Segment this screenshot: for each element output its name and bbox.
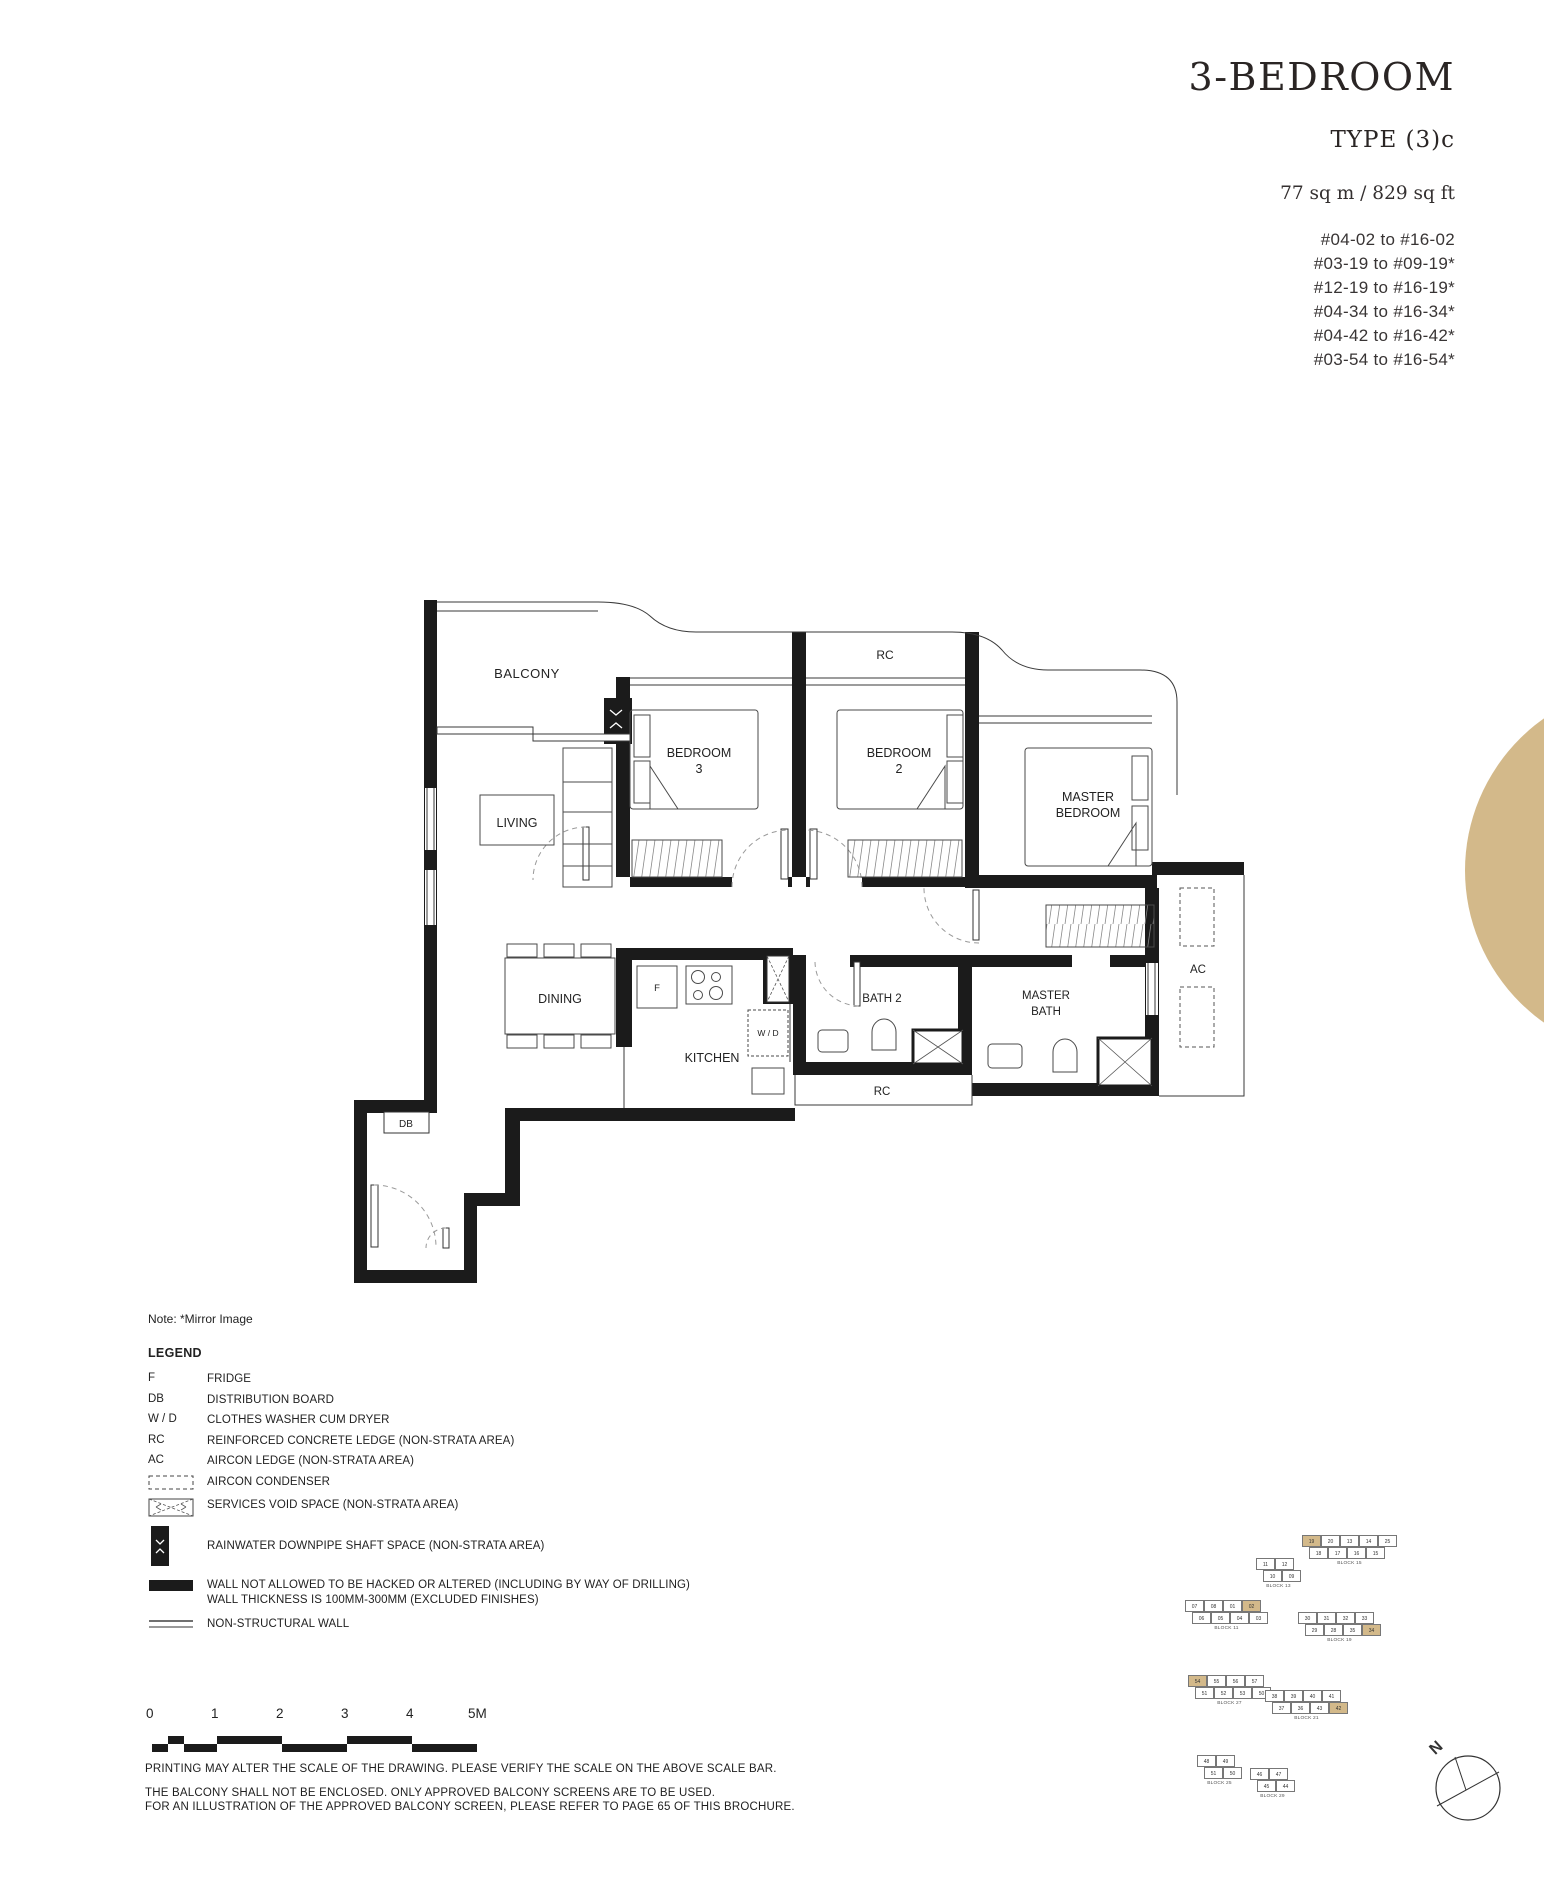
- siteplan-unit: 30: [1298, 1612, 1317, 1624]
- siteplan-unit: 33: [1355, 1612, 1374, 1624]
- siteplan-unit: 56: [1226, 1675, 1245, 1687]
- siteplan-block-label: BLOCK 27: [1217, 1701, 1242, 1706]
- page-title: 3-BEDROOM: [1188, 55, 1455, 99]
- siteplan-unit: 48: [1197, 1755, 1216, 1767]
- legend-symbol: F: [148, 1372, 156, 1384]
- siteplan-block-label: BLOCK 11: [1214, 1626, 1239, 1631]
- siteplan-unit: 34: [1362, 1624, 1381, 1636]
- siteplan-block: [1188, 1675, 1271, 1706]
- compass-diameter: [1437, 1772, 1499, 1806]
- siteplan-unit: 51: [1195, 1687, 1214, 1699]
- compass-circle: [1436, 1756, 1500, 1820]
- legend-label: REINFORCED CONCRETE LEDGE (NON-STRATA AREA): [207, 1434, 515, 1447]
- siteplan-unit: 45: [1257, 1780, 1276, 1792]
- room-label-master-bath-2: BATH: [1031, 1006, 1061, 1018]
- siteplan-block-label: BLOCK 25: [1207, 1781, 1232, 1786]
- siteplan-unit: 20: [1321, 1535, 1340, 1547]
- siteplan-block-label: BLOCK 13: [1266, 1584, 1291, 1589]
- siteplan-block-label: BLOCK 15: [1337, 1561, 1362, 1566]
- siteplan-unit: 36: [1291, 1702, 1310, 1714]
- siteplan-unit: 55: [1207, 1675, 1226, 1687]
- siteplan-unit: 32: [1336, 1612, 1355, 1624]
- unit-range: #12-19 to #16-19*: [1313, 278, 1455, 297]
- siteplan-unit: 37: [1272, 1702, 1291, 1714]
- siteplan-unit: 09: [1282, 1570, 1301, 1582]
- siteplan-unit: 08: [1204, 1600, 1223, 1612]
- footnote-balcony-1: THE BALCONY SHALL NOT BE ENCLOSED. ONLY APPROVED BALCONY SCREENS ARE TO BE USED.: [145, 1787, 716, 1799]
- siteplan-unit: 12: [1275, 1558, 1294, 1570]
- siteplan-unit: 42: [1329, 1702, 1348, 1714]
- scale-tick: 3: [341, 1706, 349, 1721]
- siteplan-unit: 03: [1249, 1612, 1268, 1624]
- siteplan-unit: 13: [1340, 1535, 1359, 1547]
- siteplan-block-label: BLOCK 29: [1260, 1794, 1285, 1799]
- siteplan-unit: 39: [1284, 1690, 1303, 1702]
- siteplan-unit: 10: [1263, 1570, 1282, 1582]
- legend-label: AIRCON LEDGE (NON-STRATA AREA): [207, 1455, 415, 1467]
- label-rc-bottom: RC: [873, 1086, 891, 1098]
- scale-tick: 1: [211, 1706, 219, 1721]
- north-label: N: [1426, 1738, 1447, 1759]
- north-compass: [1415, 1718, 1535, 1828]
- siteplan-unit: 18: [1309, 1547, 1328, 1559]
- scale-tick: 0: [146, 1706, 154, 1721]
- siteplan-unit: 29: [1305, 1624, 1324, 1636]
- mirror-image-note: Note: *Mirror Image: [148, 1312, 253, 1326]
- unit-range: #03-54 to #16-54*: [1313, 350, 1455, 369]
- siteplan-unit: 57: [1245, 1675, 1264, 1687]
- room-label-master-bath-1: MASTER: [1022, 990, 1070, 1002]
- legend-label: CLOTHES WASHER CUM DRYER: [207, 1414, 390, 1426]
- siteplan-unit: 31: [1317, 1612, 1336, 1624]
- legend-label: SERVICES VOID SPACE (NON-STRATA AREA): [207, 1499, 459, 1511]
- siteplan-unit: 15: [1366, 1547, 1385, 1559]
- room-label-balcony: BALCONY: [494, 666, 560, 681]
- siteplan-unit: 46: [1250, 1768, 1269, 1780]
- legend-label: RAINWATER DOWNPIPE SHAFT SPACE (NON-STRATA AREA): [207, 1539, 545, 1552]
- siteplan-unit: 25: [1378, 1535, 1397, 1547]
- siteplan-block-label: BLOCK 19: [1327, 1638, 1352, 1643]
- room-label-dining: DINING: [538, 992, 582, 1006]
- siteplan-unit: 02: [1242, 1600, 1261, 1612]
- unit-range: #04-34 to #16-34*: [1313, 302, 1455, 321]
- room-label-kitchen: KITCHEN: [684, 1051, 740, 1065]
- legend-label: FRIDGE: [207, 1373, 252, 1385]
- siteplan-unit: 04: [1230, 1612, 1249, 1624]
- siteplan-block: [1265, 1690, 1348, 1721]
- siteplan-unit: 43: [1310, 1702, 1329, 1714]
- siteplan-unit: 51: [1204, 1767, 1223, 1779]
- siteplan-unit: 06: [1192, 1612, 1211, 1624]
- legend-label: NON-STRUCTURAL WALL: [207, 1617, 350, 1630]
- scale-tick: 2: [276, 1706, 284, 1721]
- label-ac: AC: [1190, 964, 1206, 976]
- legend-symbol: W / D: [148, 1413, 177, 1425]
- siteplan-unit: 41: [1322, 1690, 1341, 1702]
- compass-radius: [1455, 1757, 1466, 1790]
- siteplan-unit: 19: [1302, 1535, 1321, 1547]
- siteplan-block: [1298, 1612, 1381, 1643]
- legend-symbol: RC: [148, 1433, 165, 1446]
- siteplan-unit: 38: [1265, 1690, 1284, 1702]
- siteplan-unit: 11: [1256, 1558, 1275, 1570]
- scale-tick: 4: [406, 1706, 414, 1721]
- siteplan-block: [1185, 1600, 1268, 1631]
- room-label-bedroom3-num: 3: [695, 762, 703, 776]
- room-label-bedroom2: BEDROOM: [866, 746, 932, 760]
- unit-range: #04-42 to #16-42*: [1313, 326, 1455, 345]
- siteplan-unit: 40: [1303, 1690, 1322, 1702]
- footnote-scale: PRINTING MAY ALTER THE SCALE OF THE DRAWING. PLEASE VERIFY THE SCALE ON THE ABOVE SCALE BAR.: [145, 1763, 777, 1775]
- room-label-living: LIVING: [496, 816, 538, 830]
- legend-label-line2: WALL THICKNESS IS 100MM-300MM (EXCLUDED FINISHES): [207, 1593, 539, 1606]
- legend-label: AIRCON CONDENSER: [207, 1475, 331, 1488]
- siteplan-unit: 14: [1359, 1535, 1378, 1547]
- siteplan-unit: 01: [1223, 1600, 1242, 1612]
- legend-label-line1: WALL NOT ALLOWED TO BE HACKED OR ALTERED (INCLUDING BY WAY OF DRILLING): [207, 1578, 690, 1591]
- legend-label: DISTRIBUTION BOARD: [207, 1393, 335, 1406]
- siteplan-unit: 28: [1324, 1624, 1343, 1636]
- unit-area: 77 sq m / 829 sq ft: [1280, 183, 1455, 204]
- siteplan-block: [1302, 1535, 1397, 1566]
- siteplan-unit: 16: [1347, 1547, 1366, 1559]
- siteplan-block-label: BLOCK 21: [1294, 1716, 1319, 1721]
- label-db: DB: [399, 1119, 413, 1130]
- unit-range: #03-19 to #09-19*: [1313, 254, 1455, 273]
- legend-heading: LEGEND: [148, 1346, 202, 1360]
- room-label-master-bedroom-1: MASTER: [1061, 790, 1115, 804]
- siteplan-unit: 53: [1233, 1687, 1252, 1699]
- room-label-bedroom2-num: 2: [895, 762, 903, 776]
- room-label-bath2: BATH 2: [862, 993, 902, 1005]
- room-label-bedroom3: BEDROOM: [666, 746, 732, 760]
- siteplan-unit: 07: [1185, 1600, 1204, 1612]
- legend-symbol: AC: [148, 1454, 164, 1466]
- siteplan-unit: 50: [1223, 1767, 1242, 1779]
- siteplan-block: [1250, 1768, 1295, 1799]
- siteplan-unit: 54: [1188, 1675, 1207, 1687]
- room-label-master-bedroom-2: BEDROOM: [1055, 806, 1121, 820]
- siteplan-unit: 44: [1276, 1780, 1295, 1792]
- label-washer-dryer: W / D: [757, 1028, 779, 1038]
- unit-range: #04-02 to #16-02: [1320, 230, 1455, 249]
- siteplan-block: [1256, 1558, 1301, 1589]
- label-rc-top: RC: [876, 648, 894, 662]
- siteplan-unit: 47: [1269, 1768, 1288, 1780]
- unit-type-label: TYPE (3)c: [1330, 127, 1455, 153]
- scale-tick: 5M: [468, 1706, 487, 1721]
- siteplan-unit: 50: [1252, 1687, 1271, 1699]
- siteplan-unit: 49: [1216, 1755, 1235, 1767]
- siteplan-unit: 52: [1214, 1687, 1233, 1699]
- footnote-balcony-2: FOR AN ILLUSTRATION OF THE APPROVED BALCONY SCREEN, PLEASE REFER TO PAGE 65 OF THIS BROCHURE.: [145, 1801, 795, 1813]
- label-fridge: F: [654, 983, 660, 994]
- siteplan-unit: 35: [1343, 1624, 1362, 1636]
- siteplan-unit: 17: [1328, 1547, 1347, 1559]
- legend-symbol: DB: [148, 1392, 164, 1405]
- siteplan-unit: 05: [1211, 1612, 1230, 1624]
- siteplan-block: [1197, 1755, 1242, 1786]
